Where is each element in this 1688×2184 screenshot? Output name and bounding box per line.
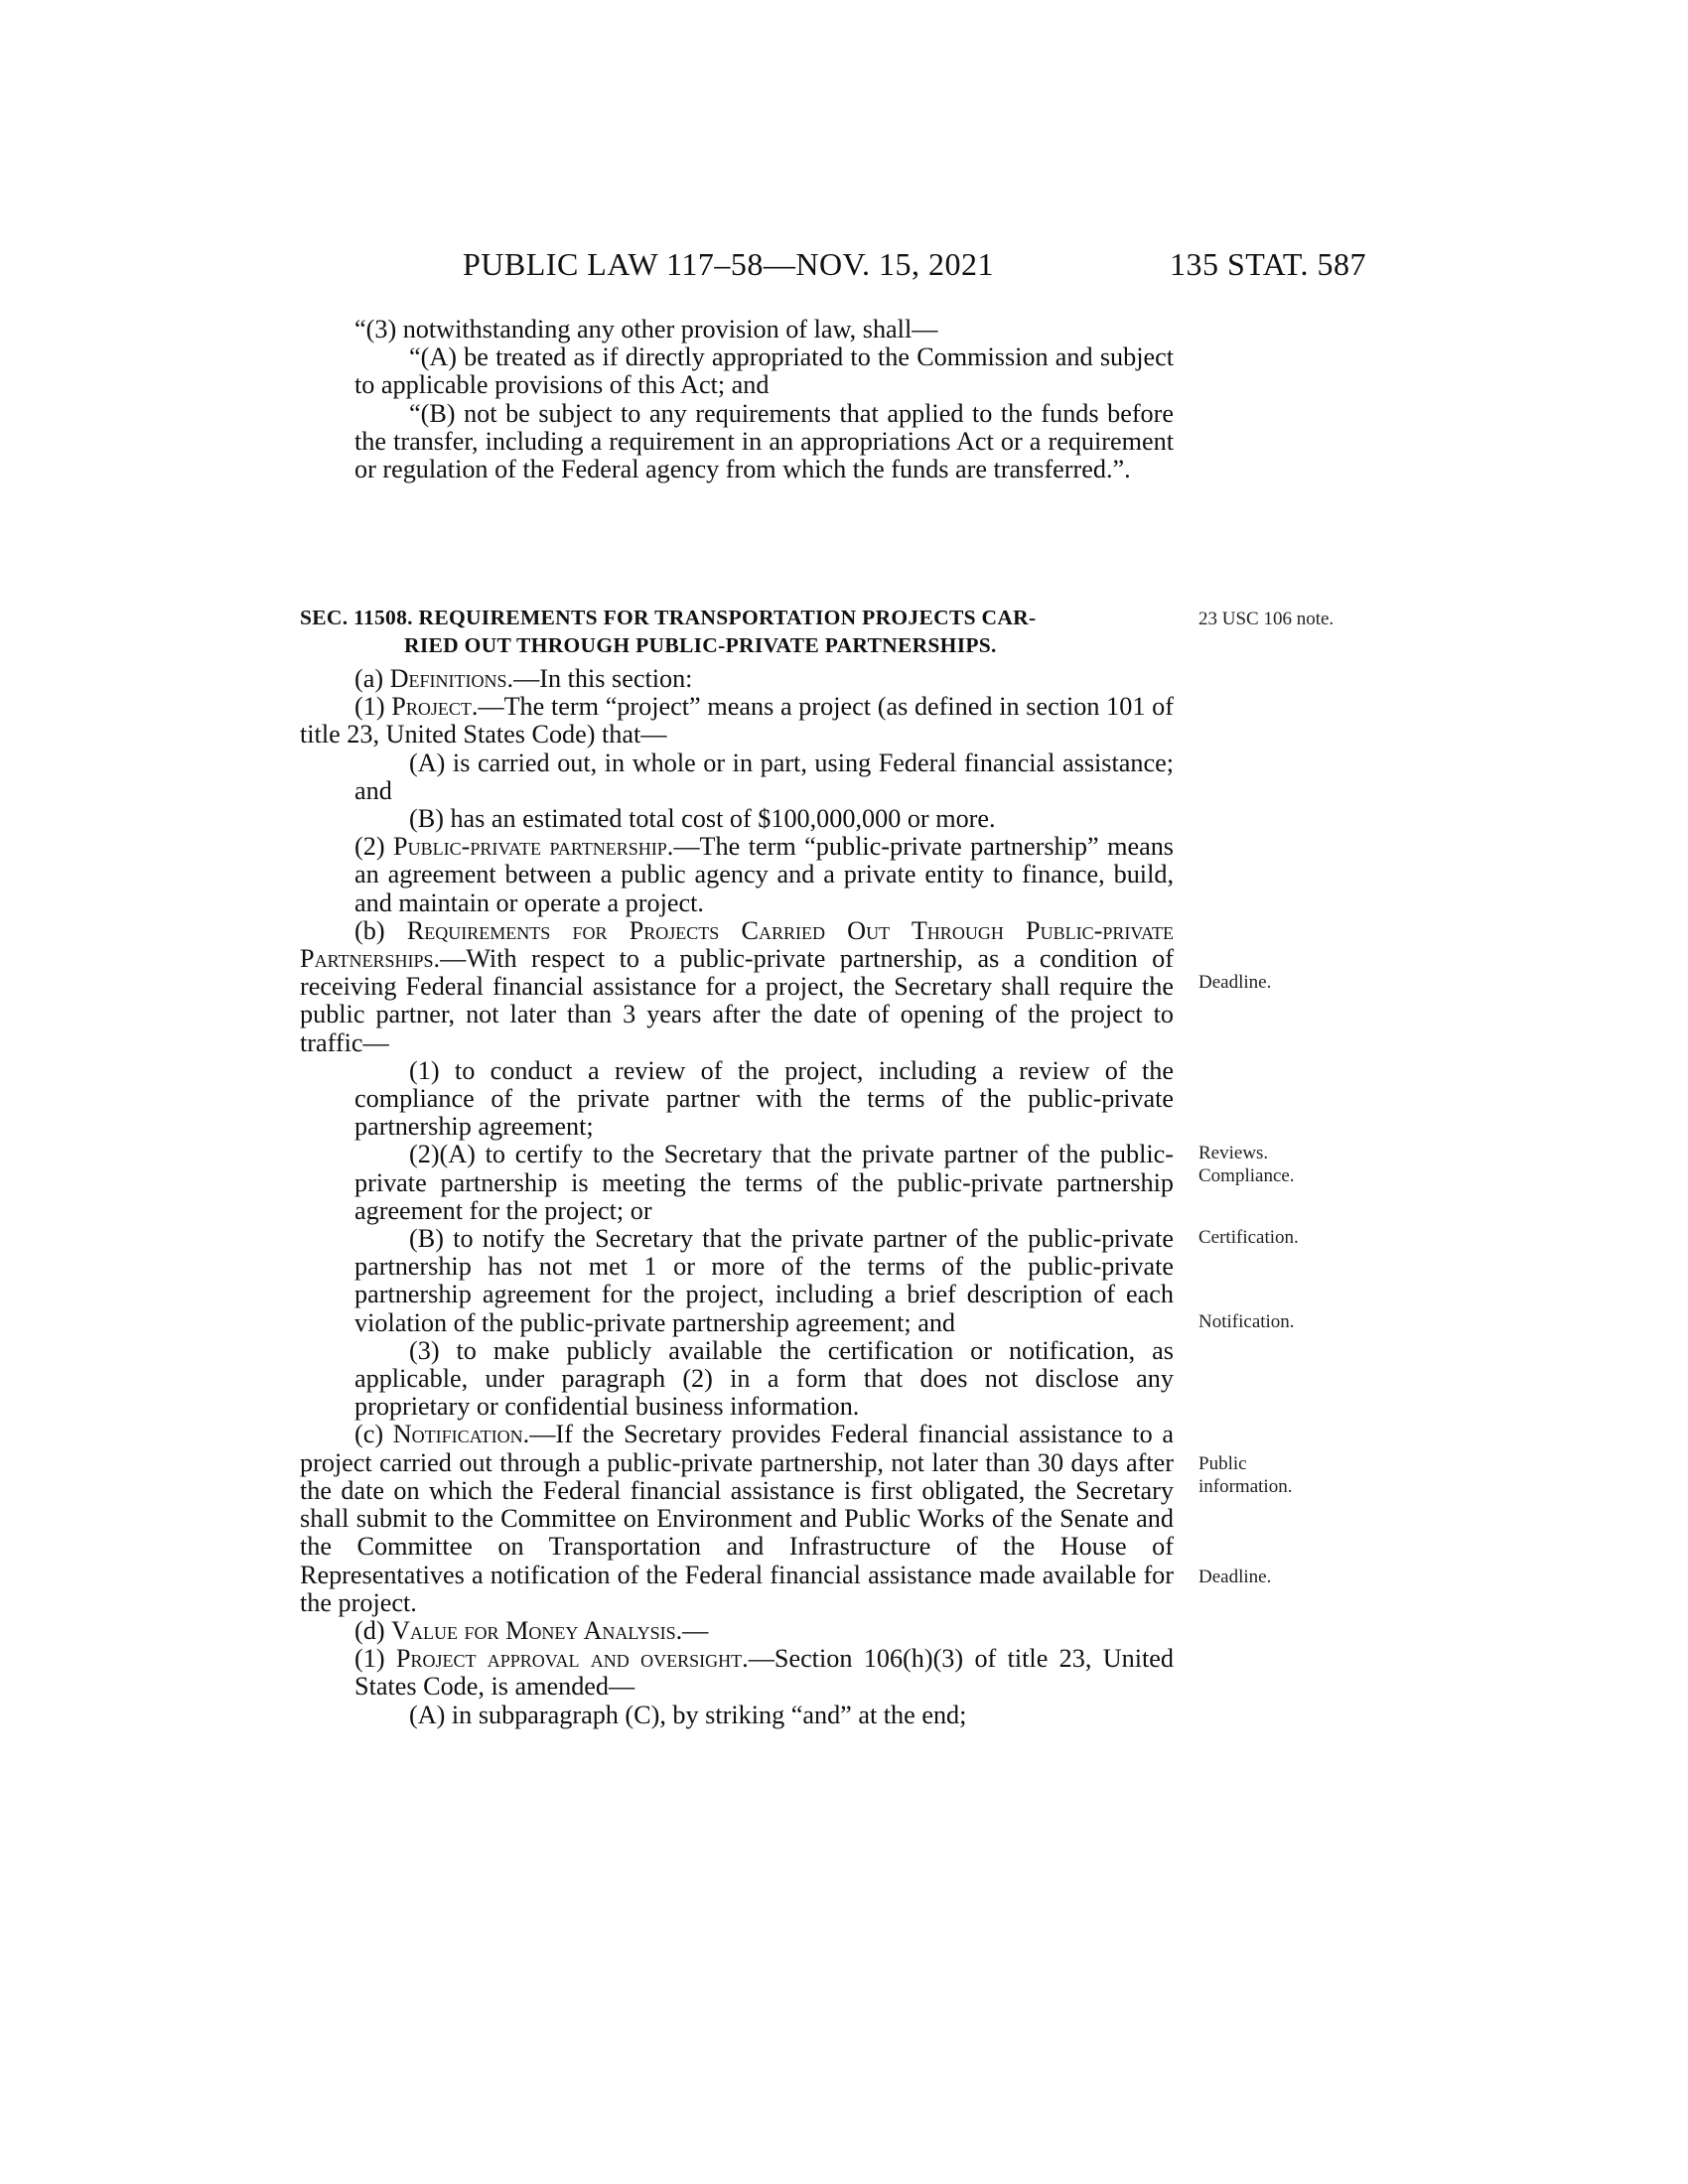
definition-1-prefix: (1) [354,692,392,722]
subsection-b-prefix: (b) [354,915,407,945]
definition-1-text: .—The term “project” means a project (as defined in section 101 of title 23, United States Code) that— [300,692,1174,750]
subsection-d-prefix: (d) [354,1615,392,1645]
subsection-a [300,665,1174,693]
subsection-b-text: .—With respect to a public-private partnership, as a condition of receiving Federal financial assistance for a project, the Secretary shall require the public partner, not later than 3 years after the date of opening of the project to traffic— [300,944,1174,1057]
margin-note-notification: Notification. [1198,1311,1295,1332]
running-header [298,246,1366,296]
definition-2-prefix: (2) [354,832,394,862]
header-title: PUBLIC LAW 117–58—NOV. 15, 2021 [463,246,995,282]
value-paragraph-1-prefix: (1) [354,1644,396,1674]
subsection-c-caption: Notification [392,1420,523,1449]
paragraph-3: “(3) notwithstanding any other provision of law, shall— [354,315,938,343]
requirement-2A: (2)(A) to certify to the Secretary that the private partner of the public-private partnership is meeting the terms of the public-private partnership agreement for the project; or [354,1140,1174,1225]
definition-1-A: (A) is carried out, in whole or in part, using Federal financial assistance; and [354,748,1174,805]
subsection-a-caption: Definitions [389,664,507,693]
subsection-d-text: .— [675,1615,709,1645]
subsection-b [300,917,1174,1057]
section-body [300,665,1174,1729]
margin-note-usc: 23 USC 106 note. [1198,609,1335,629]
section-heading [300,604,1174,659]
margin-note-deadline: Deadline. [1198,972,1272,993]
section-heading-line2: RIED OUT THROUGH PUBLIC-PRIVATE PARTNERSHIPS. [404,633,997,657]
subparagraph-A: “(A) be treated as if directly appropriated to the Commission and subject to applicable provisions of this Act; and [354,342,1174,400]
value-paragraph-1-caption: Project approval and oversight [395,1644,743,1674]
definition-2-text: .—The term “public-private partnership” means an agreement between a public agency and a private entity to finance, build, and maintain or operate a project. [354,832,1174,917]
margin-note-public: Public [1198,1453,1247,1474]
margin-note-certification: Certification. [1198,1227,1299,1248]
margin-note-deadline-2: Deadline. [1198,1567,1272,1587]
value-paragraph-1-text: .—Section 106(h)(3) of title 23, United States Code, is amended— [354,1644,1174,1702]
requirement-1: (1) to conduct a review of the project, including a review of the compliance of the private partner with the terms of the public-private partnership agreement; [354,1055,1174,1142]
section-heading-line1: SEC. 11508. REQUIREMENTS FOR TRANSPORTATION PROJECTS CAR- [300,606,1037,629]
subsection-b-caption: Requirements for Projects Carried Out Through Public-private Partnerships [300,915,1174,974]
statute-page-number: 135 STAT. 587 [1169,246,1366,282]
definition-2-caption: Public-private partnership [393,832,667,862]
definition-1-caption: Project [391,692,472,722]
definition-1 [300,693,1174,749]
continued-amendment-text [300,316,1174,483]
definition-1-B: (B) has an estimated total cost of $100,000,000 or more. [409,804,996,834]
subsection-d [300,1617,1174,1645]
subparagraph-B: “(B) not be subject to any requirements that applied to the funds before the transfer, including a requirement in an appropriations Act or a requirement or regulation of the Federal agency from which the funds are transferred.”. [354,398,1174,484]
subsection-c-text: .—If the Secretary provides Federal financial assistance to a project carried out through a public-private partnership, not later than 30 days after the date on which the Federal financial assistance is first obligated, the Secretary shall submit to the Committee on Environment and Public Works of the Senate and the Committee on Transportation and Infrastructure of the House of Representatives a notification of the Federal financial assistance made available for the project. [300,1420,1174,1617]
requirement-3: (3) to make publicly available the certification or notification, as applicable, under paragraph (2) in a form that does not disclose any proprietary or confidential business information. [354,1335,1174,1422]
margin-note-compliance: Compliance. [1198,1165,1295,1186]
requirement-2B: (B) to notify the Secretary that the private partner of the public-private partnership has not met 1 or more of the terms of the public-private partnership agreement for the project, including a brief description of each violation of the public-private partnership agreement; and [354,1224,1174,1337]
margin-note-information: information. [1198,1476,1293,1497]
definition-2 [354,833,1174,917]
subsection-a-text: .—In this section: [506,664,693,693]
subsection-d-caption: Value for Money Analysis [391,1615,676,1645]
margin-note-reviews: Reviews. [1198,1143,1269,1163]
subsection-c-prefix: (c) [354,1420,393,1449]
value-paragraph-1-A: (A) in subparagraph (C), by striking “and” at the end; [409,1700,967,1729]
value-paragraph-1 [354,1645,1174,1701]
subsection-c [300,1421,1174,1616]
subsection-a-prefix: (a) [354,664,390,693]
